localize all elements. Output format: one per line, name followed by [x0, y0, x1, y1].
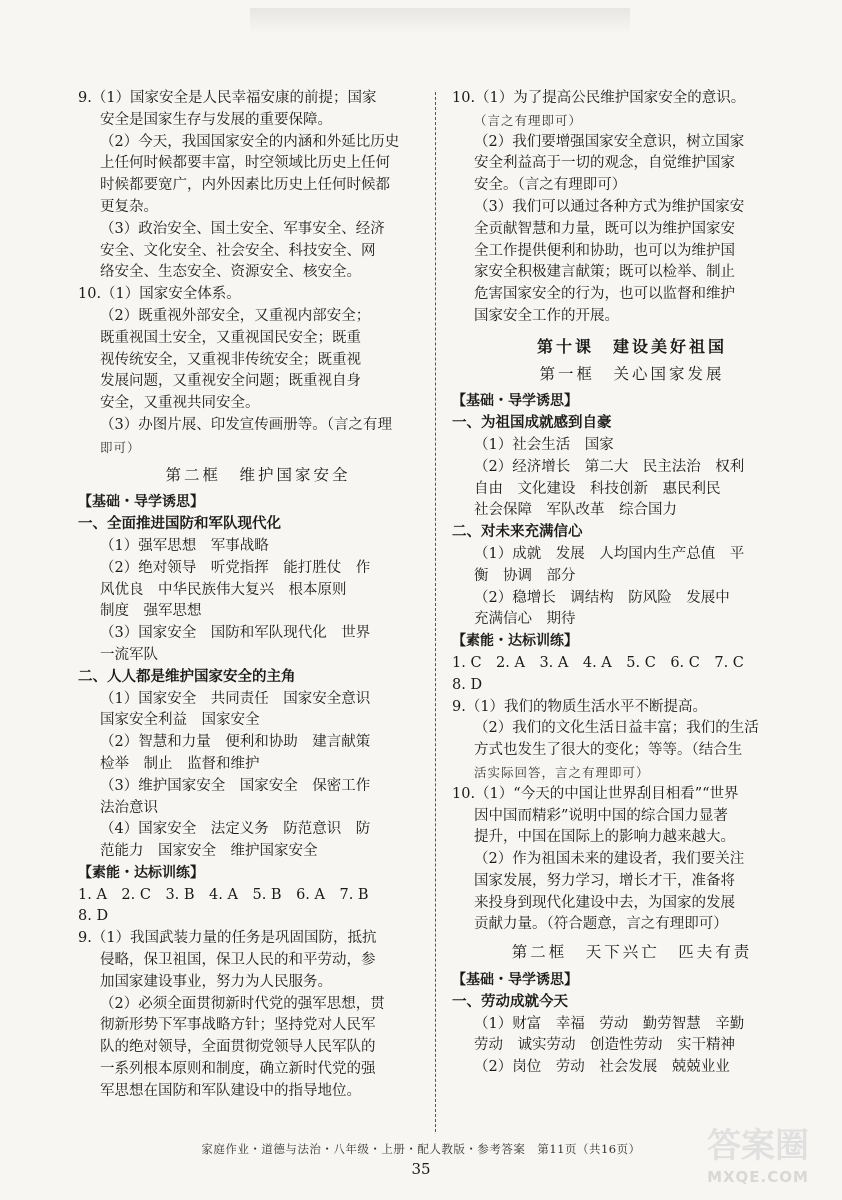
- answer-line: （3）国家安全 国防和军队现代化 世界: [100, 625, 371, 642]
- answer-line: 因中国而精彩”说明中国的综合国力显著: [474, 807, 728, 824]
- answer-line: 全工作提供便利和协助，也可以为维护国: [474, 242, 735, 259]
- answer-line: 络安全、生态安全、资源安全、核安全。: [100, 264, 361, 281]
- answer-line: （1）成就 发展 人均国内生产总值 平: [474, 545, 745, 562]
- topic-heading: 一、全面推进国防和军队现代化: [78, 516, 281, 533]
- answer-line: 9.（1）国家安全是人民幸福安康的前提；国家: [78, 90, 377, 106]
- answer-line: （1）国家安全 共同责任 国家安全意识: [100, 690, 371, 707]
- answer-line: （2）经济增长 第二大 民主法治 权利: [474, 458, 745, 475]
- answer-line: （3）我们可以通过各种方式为维护国家安: [474, 198, 745, 215]
- topic-heading: 二、对未来充满信心: [452, 524, 583, 541]
- answer-line: 发展问题，又重视安全问题；既重视自身: [100, 373, 361, 390]
- answer-line: 即可）: [100, 439, 141, 455]
- answer-line: 国家安全利益 国家安全: [100, 712, 260, 729]
- answer-line: 更复杂。: [100, 198, 158, 215]
- answer-line: 提升，中国在国际上的影响力越来越大。: [474, 829, 735, 846]
- answer-line: 家安全积极建言献策；既可以检举、制止: [474, 264, 735, 281]
- answer-line: 方式也发生了很大的变化；等等。（结合生: [474, 742, 743, 759]
- answer-line: 8. D: [452, 676, 483, 693]
- watermark-url: MXQE.COM: [707, 1168, 809, 1186]
- section-heading: 【素能・达标训练】: [78, 864, 204, 881]
- answer-line: 衡 协调 部分: [474, 567, 576, 584]
- page-number: 35: [411, 1160, 431, 1178]
- scan-shadow: [250, 8, 630, 34]
- answer-line: （3）办图片展、印发宣传画册等。（言之有理: [100, 416, 392, 433]
- answer-line: 自由 文化建设 科技创新 惠民利民: [474, 480, 721, 497]
- answer-line: （1）强军思想 军事战略: [100, 537, 269, 554]
- answer-line: 安全是国家生存与发展的重要保障。: [100, 111, 332, 128]
- answer-line: （1）财富 幸福 劳动 勤劳智慧 辛勤: [474, 1015, 745, 1032]
- answer-line: （2）智慧和力量 便利和协助 建言献策: [100, 734, 371, 751]
- answer-line: 1. C 2. A 3. A 4. A 5. C 6. C 7. C: [452, 654, 744, 671]
- answer-line: 加国家建设事业，努力为人民服务。: [100, 973, 332, 990]
- answer-line: 既重视国土安全，又重视国民安全；既重: [100, 329, 361, 346]
- topic-heading: 二、人人都是维护国家安全的主角: [78, 668, 296, 685]
- answer-line: （2）我们要增强国家安全意识，树立国家: [474, 133, 745, 150]
- answer-line: 8. D: [78, 908, 109, 925]
- section-heading: 【基础・导学诱思】: [78, 494, 204, 511]
- answer-line: （4）国家安全 法定义务 防范意识 防: [100, 821, 371, 838]
- right-column: [452, 88, 812, 1079]
- answer-line: 劳动 诚实劳动 创造性劳动 实干精神: [474, 1037, 735, 1054]
- answer-line: （3）维护国家安全 国家安全 保密工作: [100, 777, 371, 794]
- answer-line: 侵略，保卫祖国，保卫人民的和平劳动，参: [100, 952, 376, 969]
- answer-line: 9.（1）我们的物质生活水平不断提高。: [452, 698, 708, 715]
- answer-line: 制度 强军思想: [100, 603, 202, 620]
- answer-line: 10.（1）为了提高公民维护国家安全的意识。: [452, 90, 746, 106]
- answer-line: 军思想在国防和军队建设中的指导地位。: [100, 1082, 361, 1099]
- answer-line: 10.（1）“今天的中国让世界刮目相看”“世界: [452, 785, 739, 802]
- answer-line: 1. A 2. C 3. B 4. A 5. B 6. A 7. B: [78, 886, 369, 903]
- topic-heading: 一、为祖国成就感到自豪: [452, 415, 612, 432]
- answer-line: （2）必须全面贯彻新时代党的强军思想，贯: [100, 995, 385, 1012]
- left-column: [78, 88, 438, 1103]
- section-heading: 【素能・达标训练】: [452, 633, 578, 650]
- answer-line: 时候都要宽广，内外因素比历史上任何时候都: [100, 177, 390, 194]
- answer-line: （2）稳增长 调结构 防风险 发展中: [474, 589, 730, 606]
- watermark-logo: [688, 1122, 828, 1186]
- answer-line: 范能力 国家安全 维护国家安全: [100, 843, 318, 860]
- answer-line: 上任何时候都要丰富，时空领域比历史上任何: [100, 155, 390, 172]
- answer-line: 安全。（言之有理即可）: [474, 177, 627, 194]
- answer-line: （2）作为祖国未来的建设者，我们要关注: [474, 851, 745, 868]
- column-divider: [435, 92, 436, 1132]
- answer-line: 一流军队: [100, 646, 158, 663]
- answer-line: 社会保障 军队改革 综合国力: [474, 502, 677, 519]
- lesson-title: 第十课 建设美好祖国: [536, 336, 727, 356]
- section-heading: 【基础・导学诱思】: [452, 393, 578, 410]
- answer-line: 检举 制止 监督和维护: [100, 755, 260, 772]
- section-title: 第二框 维护国家安全: [165, 465, 351, 484]
- answer-line: 来投身到现代化建设中去，为国家的发展: [474, 894, 735, 911]
- answer-line: 视传统安全，又重视非传统安全；既重视: [100, 351, 361, 368]
- answer-line: 充满信心 期待: [474, 611, 576, 628]
- answer-line: 安全、文化安全、社会安全、科技安全、网: [100, 242, 376, 259]
- answer-line: 危害国家安全的行为，也可以监督和维护: [474, 286, 735, 303]
- answer-line: （2）今天，我国国家安全的内涵和外延比历史: [100, 133, 400, 150]
- answer-line: 活实际回答，言之有理即可）: [474, 764, 650, 780]
- answer-line: 一系列根本原则和制度，确立新时代党的强: [100, 1061, 376, 1078]
- section-title: 第二框 天下兴亡 匹夫有责: [511, 943, 753, 962]
- answer-line: （1）社会生活 国家: [474, 436, 614, 453]
- topic-heading: 一、劳动成就今天: [452, 993, 568, 1010]
- answer-line: （2）既重视外部安全，又重视内部安全；: [100, 307, 371, 324]
- answer-line: （3）政治安全、国土安全、军事安全、经济: [100, 220, 385, 237]
- footer-caption: 家庭作业・道德与法治・八年级・上册・配人教版・参考答案 第11页（共16页）: [201, 1142, 641, 1156]
- answer-line: （2）绝对领导 听党指挥 能打胜仗 作: [100, 559, 371, 576]
- answer-line: （2）我们的文化生活日益丰富；我们的生活: [474, 720, 759, 737]
- answer-line: 10.（1）国家安全体系。: [78, 286, 241, 303]
- answer-line: 彻新形势下军事战略方针；坚持党对人民军: [100, 1017, 376, 1034]
- answer-line: （言之有理即可）: [474, 112, 583, 128]
- answer-line: 国家发展，努力学习，增长才干，准备将: [474, 872, 735, 889]
- answer-line: 全贡献智慧和力量，既可以为维护国家安: [474, 220, 735, 237]
- answer-line: （2）岗位 劳动 社会发展 兢兢业业: [474, 1059, 730, 1076]
- answer-line: 队的绝对领导，全面贯彻党领导人民军队的: [100, 1039, 376, 1056]
- watermark-title: 答案圈: [707, 1125, 809, 1166]
- answer-line: 风优良 中华民族伟大复兴 根本原则: [100, 581, 347, 598]
- answer-line: 国家安全工作的开展。: [474, 307, 619, 324]
- answer-line: 法治意识: [100, 799, 158, 816]
- section-title: 第一框 关心国家发展: [539, 364, 725, 383]
- answer-line: 贡献力量。（符合题意，言之有理即可）: [474, 916, 728, 933]
- answer-line: 安全利益高于一切的观念，自觉维护国家: [474, 155, 735, 172]
- section-heading: 【基础・导学诱思】: [452, 972, 578, 989]
- answer-line: 9.（1）我国武装力量的任务是巩固国防，抵抗: [78, 930, 377, 947]
- answer-line: 安全，又重视共同安全。: [100, 395, 260, 412]
